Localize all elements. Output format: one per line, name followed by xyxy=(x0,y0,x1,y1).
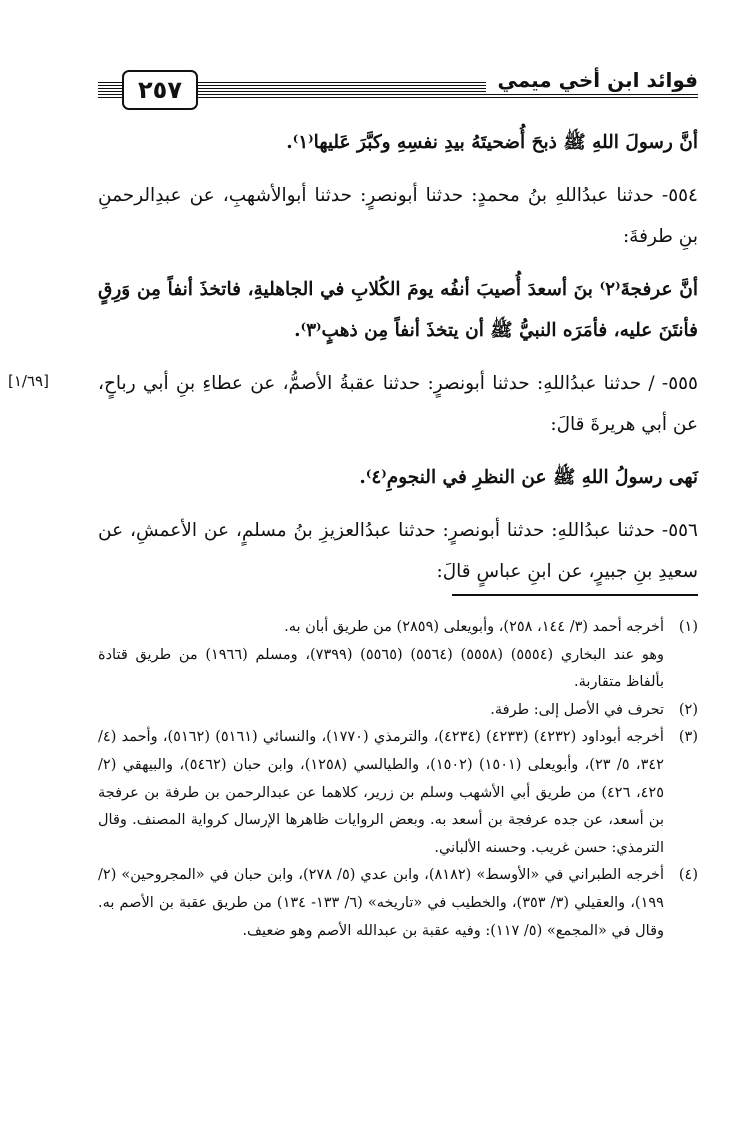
footnote-text: أخرجه الطبراني في «الأوسط» (٨١٨٢)، وابن عدي (٥/ ٢٧٨)، وابن حبان في «المجروحين» (٢/ ١٩٩)، والعقيلي (٣/ ٣٥٣)، والخطيب في «تاريخه» (٦/ ١٣٣- ١٣٤) من طريق عقبة بن الأصم به. وقال في «المجمع» (٥/ ١١٧): وفيه عقبة بن عبدالله الأصم وهو ضعيف. xyxy=(98,867,664,939)
footnote xyxy=(98,614,698,642)
hadith-text: أنَّ عرفجةَ⁽٢⁾ بنَ أسعدَ أُصيبَ أنفُه يومَ الكُلابِ في الجاهليةِ، فاتخذَ أنفاً مِن وَرِقٍ فأنتَنَ عليه، فأمَرَه النبيُّ ﷺ أن يتخذَ أنفاً مِن ذهبٍ⁽٣⁾. xyxy=(98,279,698,341)
isnad-554: ٥٥٤- حدثنا عبدُاللهِ بنُ محمدٍ: حدثنا أبونصرٍ: حدثنا أبوالأشهبِ، عن عبدِالرحمنِ بنِ طرفةَ: xyxy=(98,185,698,247)
book-title: فوائد ابن أخي ميمي xyxy=(486,68,699,92)
main-text xyxy=(98,122,698,592)
footnote-text: تحرف في الأصل إلى: طرفة. xyxy=(490,701,664,718)
footnote-number: (٤) xyxy=(678,867,698,884)
hadith-text: نَهى رسولُ اللهِ ﷺ عن النظرِ في النجومِ⁽٤⁾. xyxy=(359,467,698,488)
footnote-separator xyxy=(452,594,698,596)
footnote-number: (٣) xyxy=(678,729,698,746)
footnote xyxy=(98,862,698,945)
footnote xyxy=(98,642,698,697)
hadith-text: أنَّ رسولَ اللهِ ﷺ ذبحَ أُضحيتَهُ بيدِ نفسِهِ وكبَّرَ عَليها⁽١⁾. xyxy=(286,132,698,153)
footnote-number: (١) xyxy=(678,619,698,635)
footnote-text: أخرجه أبوداود (٤٢٣٢) (٤٢٣٣) (٤٢٣٤)، والترمذي (١٧٧٠)، والنسائي (٥١٦١) (٥١٦٢)، وأحمد (٤/ ٣٤٢، ٥/ ٢٣)، وأبويعلى (١٥٠١) (١٥٠٢)، والطيالسي (١٢٥٨)، وابن حبان (٥٤٦٢)، والبيهقي (٢/ ٤٢٥، ٤٢٦) من طريق أبي الأشهب وسلم بن زرير، كلاهما عن عبدالرحمن بن طرفة بن عرفجة بن أسعد، عن جده عرفجة بن أسعد به. وبعض الروايات ظاهرها الإرسال كرواية المصنف. وقال الترمذي: حسن غريب. وحسنه الألباني. xyxy=(98,729,664,856)
manuscript-folio-reference: [١/٦٩] xyxy=(8,372,49,390)
footnote xyxy=(98,697,698,725)
isnad-556: ٥٥٦- حدثنا عبدُاللهِ: حدثنا أبونصرٍ: حدثنا عبدُالعزيزِ بنُ مسلمٍ، عن الأعمشِ، عن سعيدِ بنِ جبيرٍ، عن ابنِ عباسٍ قالَ: xyxy=(98,520,698,582)
footnote-text: أخرجه أحمد (٣/ ١٤٤، ٢٥٨)، وأبويعلى (٢٨٥٩) من طريق أبان به. xyxy=(284,619,664,635)
page-number: ٢٥٧ xyxy=(122,70,198,110)
footnote-text: وهو عند البخاري (٥٥٥٤) (٥٥٥٨) (٥٥٦٤) (٥٥٦٥) (٧٣٩٩)، ومسلم (١٩٦٦) من طريق قتادة بألفاظ متقاربة. xyxy=(98,646,664,691)
footnote xyxy=(98,724,698,862)
footnotes xyxy=(98,614,698,945)
footnote-number: (٢) xyxy=(678,701,698,718)
isnad-555: ٥٥٥- / حدثنا عبدُاللهِ: حدثنا أبونصرٍ: حدثنا عقبةُ الأصمُّ، عن عطاءِ بنِ أبي رباحٍ، عن أبي هريرةَ قالَ: xyxy=(98,373,698,435)
page-header xyxy=(98,70,698,110)
